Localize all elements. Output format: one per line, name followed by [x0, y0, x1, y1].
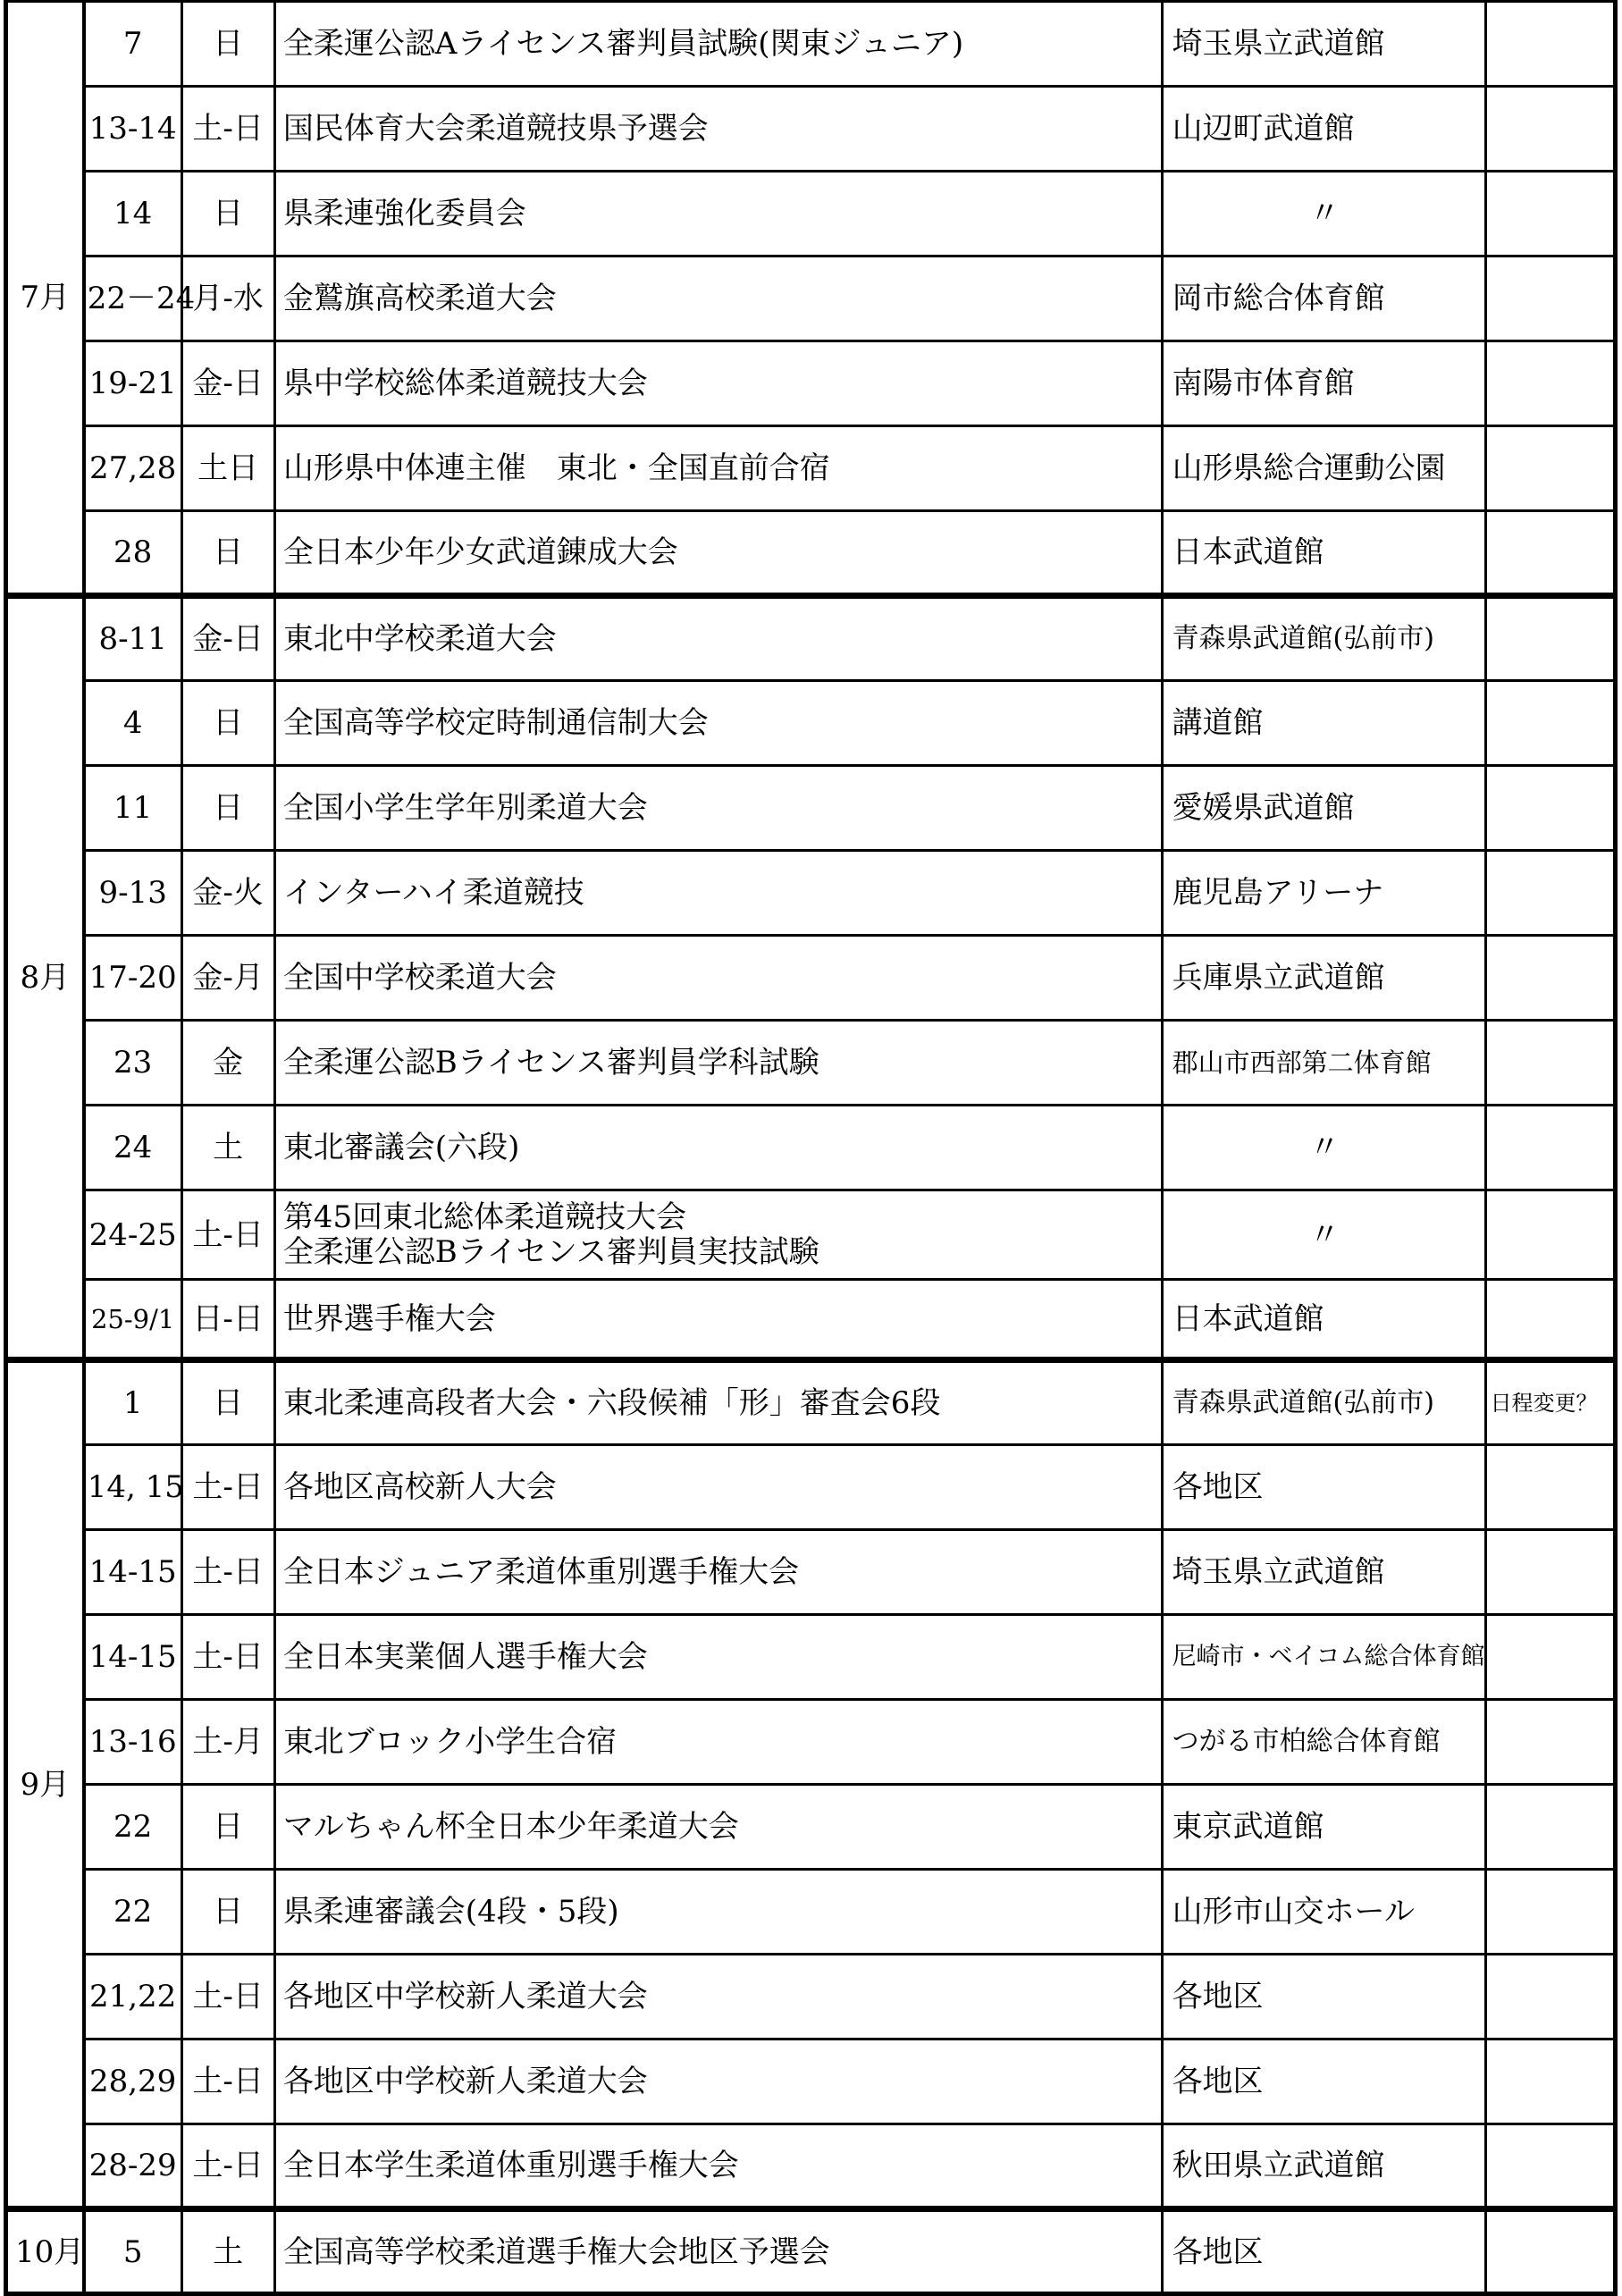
- table-row: [6, 681, 1616, 766]
- event-cell: [274, 1190, 1162, 1280]
- event-line-1: 第45回東北総体柔道競技大会: [282, 1198, 687, 1235]
- note-cell: [1485, 2209, 1615, 2294]
- date-cell: 9-13: [84, 851, 181, 936]
- note-cell: [1485, 2124, 1615, 2209]
- event-cell: 全国高等学校柔道選手権大会地区予選会: [274, 2209, 1162, 2294]
- month-cell: 10月: [6, 2209, 84, 2294]
- venue-cell: 各地区: [1162, 1955, 1485, 2039]
- date-cell: 22: [84, 1870, 181, 1955]
- venue-cell: 埼玉県立武道館: [1162, 1530, 1485, 1615]
- event-cell: 全日本実業個人選手権大会: [274, 1615, 1162, 1700]
- venue-cell: 兵庫県立武道館: [1162, 936, 1485, 1021]
- table-row: [6, 511, 1616, 596]
- table-row: [6, 1190, 1616, 1280]
- venue-cell: 郡山市西部第二体育館: [1162, 1021, 1485, 1106]
- day-cell: 土-日: [181, 2039, 274, 2124]
- event-cell: 全国中学校柔道大会: [274, 936, 1162, 1021]
- note-cell: [1485, 172, 1615, 257]
- event-cell: 国民体育大会柔道競技県予選会: [274, 87, 1162, 172]
- month-cell: 9月: [6, 1360, 84, 2209]
- table-row: [6, 1530, 1616, 1615]
- venue-cell: つがる市柏総合体育館: [1162, 1700, 1485, 1785]
- table-row: [6, 1615, 1616, 1700]
- date-cell: 14, 15: [84, 1445, 181, 1530]
- event-cell: 県中学校総体柔道競技大会: [274, 341, 1162, 426]
- date-cell: 5: [84, 2209, 181, 2294]
- table-row: [6, 1700, 1616, 1785]
- table-row: [6, 172, 1616, 257]
- table-row: [6, 426, 1616, 511]
- note-cell: [1485, 341, 1615, 426]
- date-cell: 13-14: [84, 87, 181, 172]
- venue-cell: 日本武道館: [1162, 1280, 1485, 1360]
- date-cell: 7: [84, 2, 181, 87]
- note-cell: [1485, 851, 1615, 936]
- day-cell: 土-日: [181, 1530, 274, 1615]
- table-row: [6, 936, 1616, 1021]
- day-cell: 日: [181, 2, 274, 87]
- day-cell: 日: [181, 1870, 274, 1955]
- day-cell: 土-日: [181, 1190, 274, 1280]
- day-cell: 土-月: [181, 1700, 274, 1785]
- day-cell: 土-日: [181, 87, 274, 172]
- note-cell: [1485, 1785, 1615, 1870]
- event-cell: 世界選手権大会: [274, 1280, 1162, 1360]
- table-row: [6, 341, 1616, 426]
- venue-cell: 愛媛県武道館: [1162, 766, 1485, 851]
- day-cell: 土日: [181, 426, 274, 511]
- day-cell: 金-月: [181, 936, 274, 1021]
- table-row: [6, 2124, 1616, 2209]
- note-cell: 日程変更？: [1485, 1360, 1615, 1445]
- date-cell: 17-20: [84, 936, 181, 1021]
- date-cell: 27,28: [84, 426, 181, 511]
- event-cell: 全日本ジュニア柔道体重別選手権大会: [274, 1530, 1162, 1615]
- date-cell: 21,22: [84, 1955, 181, 2039]
- table-row: [6, 596, 1616, 681]
- day-cell: 月-水: [181, 257, 274, 341]
- date-cell: 25-9/1: [84, 1280, 181, 1360]
- table-row: [6, 1445, 1616, 1530]
- event-cell: 各地区高校新人大会: [274, 1445, 1162, 1530]
- table-row: [6, 2, 1616, 87]
- note-cell: [1485, 511, 1615, 596]
- date-cell: 23: [84, 1021, 181, 1106]
- date-cell: 22: [84, 1785, 181, 1870]
- note-cell: [1485, 1021, 1615, 1106]
- date-cell: 1: [84, 1360, 181, 1445]
- date-cell: 13-16: [84, 1700, 181, 1785]
- event-cell: マルちゃん杯全日本少年柔道大会: [274, 1785, 1162, 1870]
- note-cell: [1485, 681, 1615, 766]
- event-cell: 金鷲旗高校柔道大会: [274, 257, 1162, 341]
- day-cell: 日-日: [181, 1280, 274, 1360]
- note-cell: [1485, 936, 1615, 1021]
- note-cell: [1485, 426, 1615, 511]
- venue-cell: 秋田県立武道館: [1162, 2124, 1485, 2209]
- venue-cell: 日本武道館: [1162, 511, 1485, 596]
- note-cell: [1485, 1190, 1615, 1280]
- date-cell: 19-21: [84, 341, 181, 426]
- venue-cell: 青森県武道館(弘前市): [1162, 1360, 1485, 1445]
- venue-cell: 山形県総合運動公園: [1162, 426, 1485, 511]
- event-cell: 東北審議会(六段): [274, 1106, 1162, 1190]
- date-cell: 14-15: [84, 1530, 181, 1615]
- day-cell: 金: [181, 1021, 274, 1106]
- day-cell: 日: [181, 511, 274, 596]
- venue-cell: 尼崎市・ベイコム総合体育館: [1162, 1615, 1485, 1700]
- month-cell: 8月: [6, 596, 84, 1360]
- schedule-table: [4, 0, 1618, 2296]
- date-cell: 11: [84, 766, 181, 851]
- day-cell: 土: [181, 2209, 274, 2294]
- venue-cell: 〃: [1162, 1190, 1485, 1280]
- venue-cell: 山形市山交ホール: [1162, 1870, 1485, 1955]
- venue-cell: 講道館: [1162, 681, 1485, 766]
- event-cell: 全柔運公認Aライセンス審判員試験(関東ジュニア): [274, 2, 1162, 87]
- day-cell: 土: [181, 1106, 274, 1190]
- date-cell: 4: [84, 681, 181, 766]
- event-cell: 全国高等学校定時制通信制大会: [274, 681, 1162, 766]
- venue-cell: 岡市総合体育館: [1162, 257, 1485, 341]
- event-cell: 全柔運公認Bライセンス審判員学科試験: [274, 1021, 1162, 1106]
- day-cell: 金-日: [181, 596, 274, 681]
- event-cell: 県柔連強化委員会: [274, 172, 1162, 257]
- date-cell: 28,29: [84, 2039, 181, 2124]
- date-cell: 8-11: [84, 596, 181, 681]
- date-cell: 22－24: [84, 257, 181, 341]
- note-cell: [1485, 1445, 1615, 1530]
- note-cell: [1485, 87, 1615, 172]
- event-cell: 東北柔連高段者大会・六段候補「形」審査会6段: [274, 1360, 1162, 1445]
- day-cell: 金-火: [181, 851, 274, 936]
- event-cell: 各地区中学校新人柔道大会: [274, 2039, 1162, 2124]
- event-cell: 山形県中体連主催 東北・全国直前合宿: [274, 426, 1162, 511]
- day-cell: 日: [181, 766, 274, 851]
- table-row: [6, 1870, 1616, 1955]
- table-row: [6, 2039, 1616, 2124]
- venue-cell: 各地区: [1162, 1445, 1485, 1530]
- note-cell: [1485, 1280, 1615, 1360]
- table-row: [6, 1021, 1616, 1106]
- day-cell: 日: [181, 1785, 274, 1870]
- event-cell: 各地区中学校新人柔道大会: [274, 1955, 1162, 2039]
- event-cell: 全日本学生柔道体重別選手権大会: [274, 2124, 1162, 2209]
- venue-cell: 各地区: [1162, 2039, 1485, 2124]
- note-cell: [1485, 766, 1615, 851]
- date-cell: 24-25: [84, 1190, 181, 1280]
- table-row: [6, 257, 1616, 341]
- day-cell: 日: [181, 681, 274, 766]
- event-line-2: 全柔運公認Bライセンス審判員実技試験: [282, 1233, 819, 1270]
- table-row: [6, 766, 1616, 851]
- venue-cell: 青森県武道館(弘前市): [1162, 596, 1485, 681]
- date-cell: 24: [84, 1106, 181, 1190]
- day-cell: 金-日: [181, 341, 274, 426]
- table-row: [6, 87, 1616, 172]
- venue-cell: 南陽市体育館: [1162, 341, 1485, 426]
- day-cell: 土-日: [181, 1615, 274, 1700]
- table-row: [6, 1785, 1616, 1870]
- venue-cell: 埼玉県立武道館: [1162, 2, 1485, 87]
- event-cell: 東北ブロック小学生合宿: [274, 1700, 1162, 1785]
- venue-cell: 東京武道館: [1162, 1785, 1485, 1870]
- date-cell: 28: [84, 511, 181, 596]
- day-cell: 土-日: [181, 2124, 274, 2209]
- table-row: [6, 1360, 1616, 1445]
- note-cell: [1485, 2039, 1615, 2124]
- venue-cell: 各地区: [1162, 2209, 1485, 2294]
- note-cell: [1485, 2, 1615, 87]
- note-cell: [1485, 596, 1615, 681]
- day-cell: 日: [181, 1360, 274, 1445]
- venue-cell: 山辺町武道館: [1162, 87, 1485, 172]
- event-cell: 全国小学生学年別柔道大会: [274, 766, 1162, 851]
- table-row: [6, 851, 1616, 936]
- note-cell: [1485, 257, 1615, 341]
- note-cell: [1485, 1106, 1615, 1190]
- day-cell: 日: [181, 172, 274, 257]
- date-cell: 14: [84, 172, 181, 257]
- table-row: [6, 1280, 1616, 1360]
- venue-cell: 鹿児島アリーナ: [1162, 851, 1485, 936]
- date-cell: 28-29: [84, 2124, 181, 2209]
- event-cell: インターハイ柔道競技: [274, 851, 1162, 936]
- event-cell: 県柔連審議会(4段・5段): [274, 1870, 1162, 1955]
- event-cell: 東北中学校柔道大会: [274, 596, 1162, 681]
- day-cell: 土-日: [181, 1955, 274, 2039]
- day-cell: 土-日: [181, 1445, 274, 1530]
- note-cell: [1485, 1870, 1615, 1955]
- venue-cell: 〃: [1162, 1106, 1485, 1190]
- month-cell: 7月: [6, 2, 84, 596]
- date-cell: 14-15: [84, 1615, 181, 1700]
- note-cell: [1485, 1955, 1615, 2039]
- table-row: [6, 2209, 1616, 2294]
- table-row: [6, 1106, 1616, 1190]
- note-cell: [1485, 1615, 1615, 1700]
- table-row: [6, 1955, 1616, 2039]
- venue-cell: 〃: [1162, 172, 1485, 257]
- note-cell: [1485, 1700, 1615, 1785]
- note-cell: [1485, 1530, 1615, 1615]
- event-cell: 全日本少年少女武道錬成大会: [274, 511, 1162, 596]
